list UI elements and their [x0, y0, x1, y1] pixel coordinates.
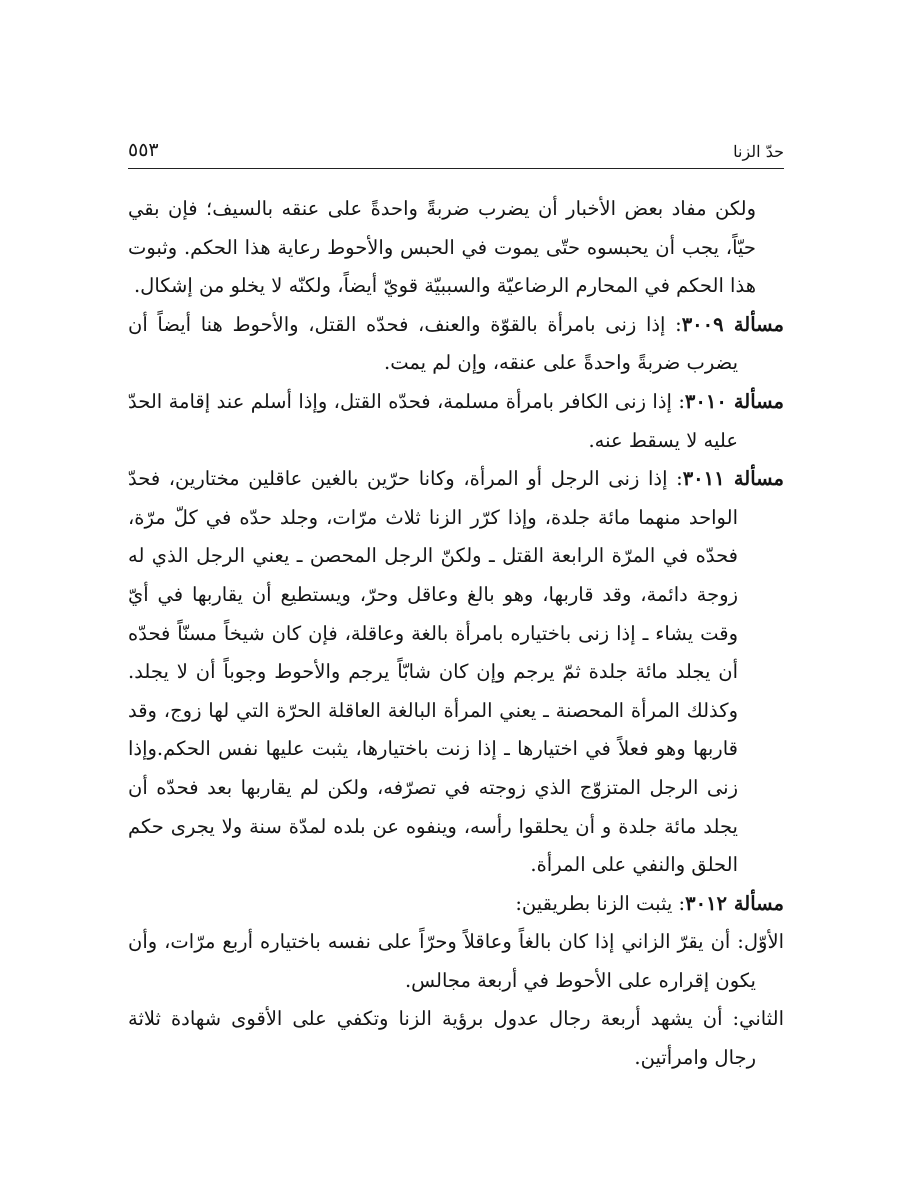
issue-text: : إذا زنى بامرأة بالقوّة والعنف، فحدّه القتل، والأحوط هنا أيضاً أن يضرب ضربةً واحدةً على عنقه، وإن لم يمت.: [128, 312, 738, 375]
issue-label: مسألة ٣٠١٠: [684, 389, 785, 413]
method-first: [128, 923, 784, 1000]
paragraph-text: الأوّل: أن يقرّ الزاني إذا كان بالغاً وعاقلاً وحرّاً على نفسه باختياره أربع مرّات، وأن يكون إقراره على الأحوط في أربعة مجالس.: [128, 930, 784, 992]
running-title: حدّ الزنا: [733, 142, 784, 161]
page-body: [128, 190, 784, 1078]
paragraph-text: الثاني: أن يشهد أربعة رجال عدول برؤية الزنا وتكفي على الأقوى شهادة ثلاثة رجال وامرأتين.: [128, 1007, 784, 1070]
header-divider: [128, 168, 784, 169]
issue-3009: [128, 306, 784, 383]
issue-text: : يثبت الزنا بطريقين:: [515, 891, 686, 915]
issue-3010: [128, 383, 784, 460]
page-header: [128, 133, 784, 161]
paragraph: [128, 190, 784, 306]
issue-text: : إذا زنى الرجل أو المرأة، وكانا حرّين بالغين عاقلين مختارين، فحدّ الواحد منهما مائة جلدة، وإذا كرّر الزنا ثلاث مرّات، وجلد حدّه في كلّ مرّة، فحدّه في المرّة الرابعة القتل ـ ولكنّ الرجل المحصن ـ يعني الرجل الذي له زوجة دائمة، وقد قاربها، وهو بالغ وعاقل وحرّ، ويستطيع أن يقاربها في أيّ وقت يشاء ـ إذا زنى باختياره بامرأة بالغة وعاقلة، فإن كان شيخاً مسنّاً فحدّه أن يجلد مائة جلدة ثمّ يرجم وإن كان شابّاً يرجم والأحوط وجوباً أن لا يجلد. وكذلك المرأة المحصنة ـ يعني المرأة البالغة العاقلة الحرّة التي لها زوج، وقد قاربها وهو فعلاً في اختيارها ـ إذا زنت باختيارها، يثبت عليها نفس الحكم.وإذا زنى الرجل المتزوّج الذي زوجته في تصرّفه، ولكن لم يقاربها بعد فحدّه أن يجلد مائة جلدة و أن يحلقوا رأسه، وينفوه عن بلده لمدّة سنة ولا يجرى حكم الحلق والنفي على المرأة.: [128, 467, 738, 877]
issue-label: مسألة ٣٠١٢: [685, 891, 784, 915]
method-second: [128, 1000, 784, 1077]
page-number: ٥٥٣: [128, 139, 159, 161]
issue-3012: [128, 885, 784, 924]
issue-label: مسألة ٣٠٠٩: [681, 312, 785, 336]
paragraph-text: ولكن مفاد بعض الأخبار أن يضرب ضربةً واحدةً على عنقه بالسيف؛ فإن بقي حيّاً، يجب أن يحبسوه حتّى يموت في الحبس والأحوط رعاية هذا الحكم. وثبوت هذا الحكم في المحارم الرضاعيّة والسببيّة قويّ أيضاً، ولكنّه لا يخلو من إشكال.: [128, 197, 756, 298]
issue-label: مسألة ٣٠١١: [682, 467, 784, 491]
issue-text: : إذا زنى الكافر بامرأة مسلمة، فحدّه القتل، وإذا أسلم عند إقامة الحدّ عليه لا يسقط عنه.: [128, 389, 738, 452]
issue-3011: [128, 460, 784, 885]
